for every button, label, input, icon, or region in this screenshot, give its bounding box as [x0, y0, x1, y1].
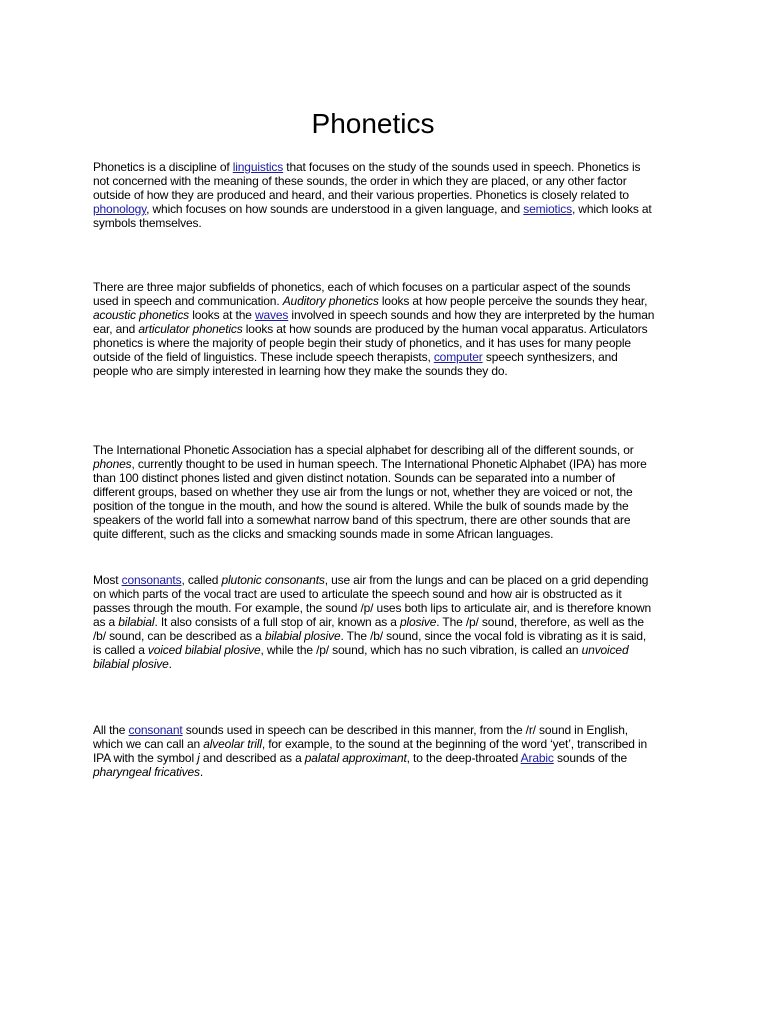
term-palatal-approximant: palatal approximant: [304, 751, 407, 765]
text-run: looks at how sounds are produced by the human vocal apparatus. Articulators phonetics is where the majority of people begin their study of phonetics, and it has uses for many people outside of the field of linguistics. These include speech therapists,: [93, 322, 648, 364]
link-waves[interactable]: waves: [254, 308, 289, 322]
text-run: , for example, to the sound at the beginning of the word ‘yet’, transcribed in IPA with the symbol: [93, 737, 648, 765]
link-consonants[interactable]: consonants: [121, 573, 182, 587]
link-linguistics[interactable]: linguistics: [232, 160, 284, 174]
term-bilabial-plosive: bilabial plosive: [264, 629, 341, 643]
text-run: , which focuses on how sounds are understood in a given language, and: [146, 202, 524, 216]
term-plutonic-consonants: plutonic consonants: [221, 573, 325, 587]
text-run: . It also consists of a full stop of air, known as a: [154, 615, 400, 629]
link-phonology[interactable]: phonology: [93, 202, 147, 216]
page-title: Phonetics: [311, 108, 435, 139]
term-alveolar-trill: alveolar trill: [203, 737, 262, 751]
text-run: Phonetics is a discipline of: [93, 160, 233, 174]
text-run: Most: [93, 573, 122, 587]
text-run: . The /p/ sound, therefore, as well as the /b/ sound, can be described as a: [93, 615, 644, 643]
term-articulator-phonetics: articulator phonetics: [138, 322, 243, 336]
text-run: that focuses on the study of the sounds used in speech. Phonetics is not concerned with the meaning of these sounds, the order in which they are placed, or any other factor outside of how they are produced and heard, and their various properties. Phonetics is closely related to: [93, 160, 641, 202]
text-run: sounds of the: [553, 751, 628, 765]
paragraph-consonants: [93, 573, 655, 671]
term-plosive: plosive: [399, 615, 437, 629]
text-run: sounds used in speech can be described in this manner, from the /r/ sound in English, which we can call an: [93, 723, 628, 751]
paragraph-intro: [93, 160, 655, 230]
link-computer[interactable]: computer: [433, 350, 483, 364]
text-run: , called: [181, 573, 222, 587]
text-run: looks at the: [189, 308, 255, 322]
paragraph-consonant-sounds: [93, 723, 655, 779]
term-bilabial: bilabial: [118, 615, 155, 629]
text-run: The International Phonetic Association has a special alphabet for describing all of the different sounds, or: [93, 443, 634, 457]
paragraph-subfields: [93, 280, 655, 378]
term-pharyngeal-fricatives: pharyngeal fricatives: [93, 765, 200, 779]
text-run: .: [199, 765, 204, 779]
text-run: involved in speech sounds and how they are interpreted by the human ear, and: [93, 308, 655, 336]
text-run: , to the deep-throated: [406, 751, 521, 765]
text-run: , while the /p/ sound, which has no such vibration, is called an: [260, 643, 582, 657]
text-run: .: [168, 657, 172, 671]
term-phones: phones: [93, 457, 132, 471]
link-arabic[interactable]: Arabic: [520, 751, 554, 765]
paragraph-ipa: [93, 443, 655, 541]
text-run: and described as a: [199, 751, 305, 765]
text-run: looks at how people perceive the sounds they hear,: [378, 294, 648, 308]
text-run: , which looks at symbols themselves.: [93, 202, 652, 230]
text-run: , currently thought to be used in human speech. The International Phonetic Alphabet (IPA) has more than 100 distinct phones listed and given distinct notation. Sounds can be separated into a number of different groups, based on whether they use air from the lungs or not, whether they are voiced or not, the position of the tongue in the mouth, and how the sound is altered. While the bulk of sounds made by the speakers of the world fall into a somewhat narrow band of this spectrum, there are other sounds that are quite different, such as the clicks and smacking sounds made in some African languages.: [93, 457, 647, 541]
link-semiotics[interactable]: semiotics: [523, 202, 572, 216]
term-auditory-phonetics: Auditory phonetics: [282, 294, 379, 308]
term-acoustic-phonetics: acoustic phonetics: [93, 308, 190, 322]
text-run: All the: [93, 723, 129, 737]
term-symbol-j: j: [197, 751, 200, 765]
text-run: . The /b/ sound, since the vocal fold is vibrating as it is said, is called a: [93, 629, 647, 657]
text-run: , use air from the lungs and can be placed on a grid depending on which parts of the vocal tract are used to articulate the speech sound and how air is obstructed as it passes through the mouth. For example, the sound /p/ uses both lips to articulate air, and is therefore known as a: [93, 573, 651, 629]
term-unvoiced-bilabial-plosive: unvoiced bilabial plosive: [93, 643, 629, 671]
link-consonant[interactable]: consonant: [128, 723, 183, 737]
text-run: There are three major subfields of phonetics, each of which focuses on a particular aspect of the sounds used in speech and communication.: [93, 280, 631, 308]
text-run: speech synthesizers, and people who are simply interested in learning how they make the sounds they do.: [93, 350, 618, 378]
term-voiced-bilabial-plosive: voiced bilabial plosive: [147, 643, 261, 657]
